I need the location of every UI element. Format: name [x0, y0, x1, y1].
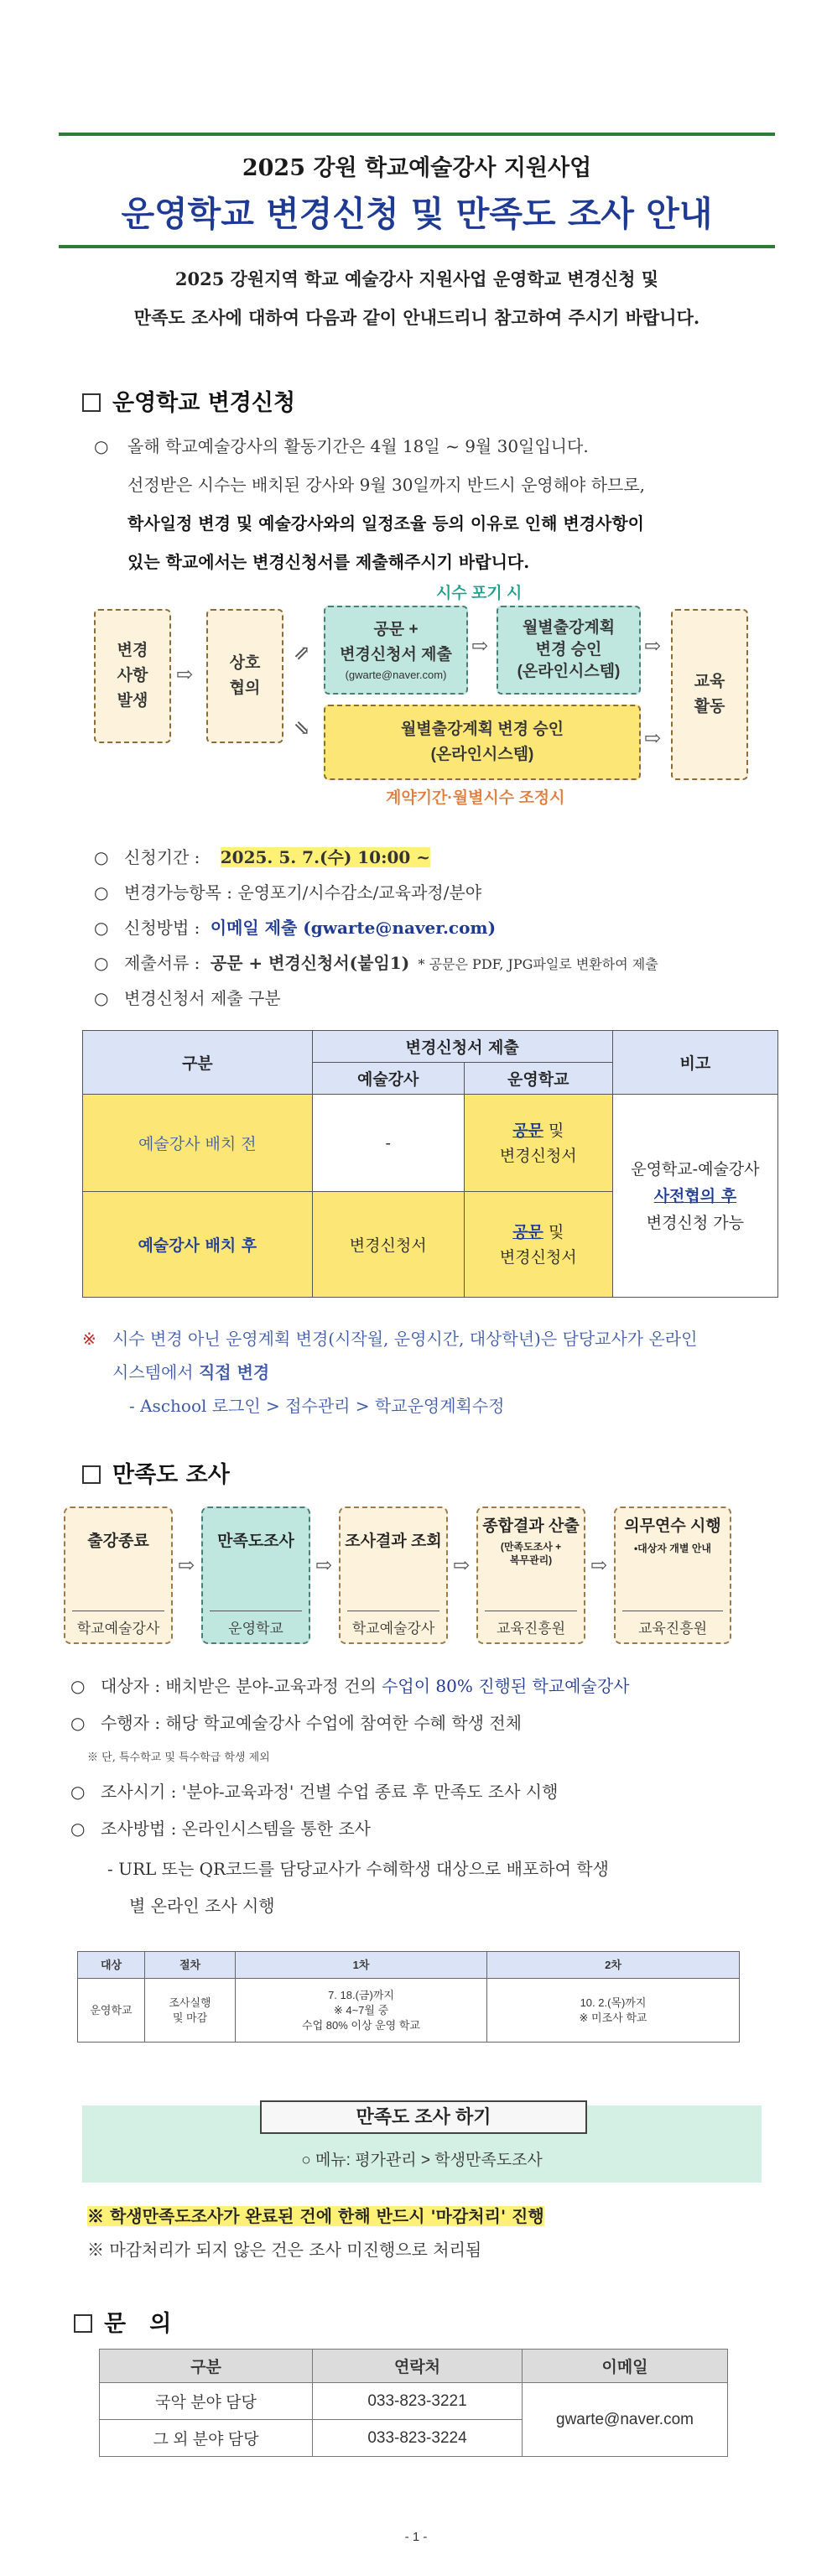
flow-monthly-line-3: (온라인시스템) — [517, 663, 621, 680]
method-label: 신청방법 : — [124, 918, 200, 938]
section-heading-survey — [82, 1456, 230, 1489]
round-1-condition: 수업 80% 이상 운영 학교 — [302, 2018, 420, 2032]
bullet-target — [70, 1673, 629, 1697]
cell-round-1 — [236, 1979, 487, 2043]
checkbox-square-icon — [74, 2314, 92, 2333]
bullet-change-items — [94, 879, 481, 903]
intro-line-2: 만족도 조사에 대하여 다음과 같이 안내드리니 참고하여 주시기 바랍니다. — [133, 307, 700, 328]
notice-direct-change: 직접 변경 — [198, 1362, 270, 1382]
th-round-1: 1차 — [236, 1952, 487, 1979]
step-owner: 학교예술강사 — [72, 1611, 164, 1637]
official-doc-text: 공문 — [512, 1121, 543, 1140]
section1-paragraph — [94, 429, 782, 579]
flow-box-monthly-change-approval — [324, 705, 641, 780]
step-line-1: 조사실행 — [169, 1996, 211, 2009]
step-title: 조사결과 조회 — [345, 1533, 442, 1550]
row-after-label: 예술강사 배치 후 — [83, 1192, 313, 1298]
th-note: 비고 — [612, 1031, 777, 1095]
bullet-circle-icon: ○ — [70, 1782, 86, 1802]
reference-mark-icon: ※ — [82, 1329, 96, 1349]
arrow-right-icon: ⇨ — [644, 726, 662, 750]
survey-menu-path: ○ 메뉴: 평가관리 > 학생만족도조사 — [301, 2152, 543, 2169]
survey-step-1 — [64, 1507, 173, 1644]
bullet-timing — [70, 1778, 558, 1803]
round-1-note: ※ 4~7월 중 — [333, 2003, 389, 2017]
bullet-apply-method — [94, 914, 496, 939]
th-school: 운영학교 — [464, 1063, 612, 1095]
flow-box-change-occurs: 변경 사항 발생 — [94, 609, 171, 743]
bullet-circle-icon: ○ — [94, 988, 109, 1008]
row-after-artist: 변경신청서 — [312, 1192, 464, 1298]
step-title: 종합결과 산출 — [482, 1517, 580, 1535]
arrow-right-icon: ⇨ — [176, 663, 194, 686]
flow-doc-email: (gwarte@naver.com) — [345, 669, 447, 681]
contact-row-2-div: 그 외 분야 담당 — [100, 2420, 313, 2457]
row-note — [612, 1095, 777, 1298]
change-form-text: 변경신청서 — [499, 1247, 577, 1267]
page-title: 운영학교 변경신청 및 만족도 조사 안내 — [121, 194, 713, 234]
bullet-circle-icon: ○ — [94, 918, 109, 938]
step-line-2: 및 마감 — [172, 2011, 208, 2024]
method-text: 조사방법 : 온라인시스템을 통한 조사 — [101, 1819, 371, 1839]
notice-line-1: 시수 변경 아닌 운영계획 변경(시작월, 운영시간, 대상학년)은 담당교사가 온라인 — [112, 1329, 698, 1349]
method-sub-line-2: 별 온라인 조사 시행 — [129, 1896, 275, 1916]
row-before-label: 예술강사 배치 전 — [83, 1095, 313, 1192]
section-heading-change — [82, 384, 295, 417]
section-heading-text: 문 의 — [104, 2311, 172, 2337]
row-before-school — [464, 1095, 612, 1192]
flow-box-monthly-approval — [497, 606, 641, 695]
docs-value: 공문 + 변경신청서(붙임1) — [210, 953, 410, 973]
bullet-submit-docs — [94, 950, 658, 974]
round-1-date: 7. 18.(금)까지 — [328, 1988, 394, 2001]
flow-doc-line-1: 공문 + — [373, 621, 419, 638]
para-line-4: 있는 학교에서는 변경신청서를 제출해주시기 바랍니다. — [127, 552, 530, 572]
note-line-3: 변경신청 가능 — [646, 1213, 744, 1232]
intro-line-1: 2025 강원지역 학교 예술강사 지원사업 운영학교 변경신청 및 — [174, 268, 659, 289]
para-line-2: 선정받은 시수는 배치된 강사와 9월 30일까지 반드시 운영해야 하므로, — [127, 475, 646, 495]
step-owner: 학교예술강사 — [347, 1611, 439, 1637]
contact-row-1-phone: 033-823-3221 — [313, 2383, 523, 2420]
flow-monthly-line-2: 변경 승인 — [535, 641, 602, 658]
bullet-circle-icon: ○ — [70, 1819, 86, 1839]
th-target: 대상 — [78, 1952, 145, 1979]
step-title: 의무연수 시행 — [624, 1517, 721, 1535]
th-submit: 변경신청서 제출 — [312, 1031, 612, 1063]
docs-label: 제출서류 : — [124, 953, 200, 973]
header-bottom-rule — [59, 245, 775, 248]
bullet-circle-icon: ○ — [70, 1713, 86, 1733]
change-division-table — [82, 1030, 778, 1298]
survey-step-3 — [339, 1507, 448, 1644]
change-form-text: 변경신청서 — [499, 1146, 577, 1165]
notice-deadline-text: ※ 학생만족도조사가 완료된 건에 한해 반드시 '마감처리' 진행 — [87, 2206, 544, 2226]
th-division: 구분 — [83, 1031, 313, 1095]
note-line-1: 운영학교-예술강사 — [631, 1159, 760, 1179]
round-2-note: ※ 미조사 학교 — [579, 2011, 647, 2024]
bullet-circle-icon: ○ — [94, 953, 109, 973]
step-title: 만족도조사 — [217, 1533, 294, 1550]
step-note: (만족도조사 + 복무관리) — [500, 1541, 562, 1566]
step-owner: 운영학교 — [210, 1611, 302, 1637]
cell-round-2 — [487, 1979, 740, 2043]
bullet-circle-icon: ○ — [94, 882, 109, 903]
division-label: 변경신청서 제출 구분 — [124, 988, 281, 1008]
section-heading-text: 운영학교 변경신청 — [112, 390, 296, 416]
bullet-circle-icon: ○ — [94, 847, 109, 867]
th-step: 절차 — [145, 1952, 236, 1979]
checkbox-square-icon — [82, 393, 101, 412]
page-number: - 1 - — [404, 2530, 428, 2544]
flow-box-activity: 교육 활동 — [671, 609, 748, 780]
page-subtitle: 2025 강원 학교예술강사 지원사업 — [242, 155, 592, 181]
intro-text — [59, 260, 775, 337]
th-contact-phone: 연락처 — [313, 2350, 523, 2383]
contact-email: gwarte@naver.com — [523, 2383, 728, 2457]
notice-plan-change — [82, 1322, 697, 1423]
bullet-circle-icon: ○ — [70, 1676, 86, 1696]
flow-box-consult: 상호 협의 — [206, 609, 283, 743]
survey-notice-1 — [87, 2203, 544, 2227]
contact-row-2-phone: 033-823-3224 — [313, 2420, 523, 2457]
cell-step — [145, 1979, 236, 2043]
row-before-artist: - — [312, 1095, 464, 1192]
and-text: 및 — [543, 1222, 564, 1241]
survey-step-2 — [201, 1507, 310, 1644]
survey-notice-2: ※ 마감처리가 되지 않은 건은 조사 미진행으로 처리됨 — [87, 2240, 482, 2260]
section-heading-contact — [74, 2305, 171, 2338]
performer-note: ※ 단, 특수학교 및 특수학급 학생 제외 — [87, 1751, 270, 1764]
bullet-circle-icon: ○ — [94, 436, 109, 456]
flow-label-contract: 계약기간·월별시수 조정시 — [386, 789, 565, 807]
step-title: 출강종료 — [87, 1533, 149, 1550]
th-contact-div: 구분 — [100, 2350, 313, 2383]
cell-target: 운영학교 — [78, 1979, 145, 2043]
notice-line-3: - Aschool 로그인 > 접수관리 > 학교운영계획수정 — [129, 1396, 505, 1416]
note-line-2: 사전협의 후 — [653, 1186, 737, 1205]
header-top-rule — [59, 133, 775, 136]
period-label: 신청기간 : — [124, 847, 200, 867]
flow-monthly-line-1: 월별출강계획 — [522, 619, 616, 637]
survey-step-4 — [476, 1507, 585, 1644]
survey-step-5 — [614, 1507, 731, 1644]
flow-box-submit-docs — [324, 606, 468, 695]
official-doc-text: 공문 — [512, 1222, 543, 1241]
flow-doc-line-2: 변경신청서 제출 — [340, 646, 452, 664]
arrow-right-icon: ⇨ — [590, 1553, 608, 1577]
flow-monthly-change-line-1: 월별출강계획 변경 승인 — [400, 721, 564, 738]
arrow-right-icon: ⇨ — [453, 1553, 471, 1577]
bullet-performer — [70, 1710, 522, 1734]
contact-row-1-div: 국악 분야 담당 — [100, 2383, 313, 2420]
arrow-right-icon: ⇨ — [644, 634, 662, 658]
survey-start-button[interactable]: 만족도 조사 하기 — [260, 2100, 587, 2134]
method-value: 이메일 제출 (gwarte@naver.com) — [210, 918, 497, 938]
target-value: 수업이 80% 진행된 학교예술강사 — [382, 1676, 630, 1696]
th-artist: 예술강사 — [312, 1063, 464, 1095]
contact-table — [99, 2349, 728, 2457]
arrow-right-icon: ⇨ — [178, 1553, 195, 1577]
arrow-right-icon: ⇨ — [315, 1553, 333, 1577]
step-owner: 교육진흥원 — [622, 1611, 723, 1637]
flow-monthly-change-line-2: (온라인시스템) — [430, 746, 534, 763]
step-owner: 교육진흥원 — [485, 1611, 577, 1637]
arrow-right-icon: ⇨ — [471, 634, 489, 658]
bullet-apply-period — [94, 844, 430, 868]
docs-note: * 공문은 PDF, JPG파일로 변환하여 제출 — [418, 956, 658, 972]
bullet-method — [70, 1815, 371, 1840]
performer-text: 수행자 : 해당 학교예술강사 수업에 참여한 수혜 학생 전체 — [101, 1713, 522, 1733]
survey-schedule-table — [77, 1951, 740, 2043]
bullet-division — [94, 985, 281, 1009]
para-line-3: 학사일정 변경 및 예술강사와의 일정조율 등의 이유로 인해 변경사항이 — [127, 513, 644, 533]
arrow-down-right-icon: ⇘ — [294, 716, 311, 740]
round-2-date: 10. 2.(목)까지 — [580, 1996, 647, 2009]
period-value: 2025. 5. 7.(수) 10:00 ~ — [220, 847, 431, 867]
row-after-school — [464, 1192, 612, 1298]
method-sub — [107, 1850, 609, 1924]
step-note: •대상자 개별 안내 — [633, 1543, 711, 1554]
th-contact-email: 이메일 — [523, 2350, 728, 2383]
section-heading-text: 만족도 조사 — [112, 1462, 230, 1488]
para-line-1: 올해 학교예술강사의 활동기간은 4월 18일 ~ 9월 30일입니다. — [127, 436, 589, 456]
method-sub-line-1: - URL 또는 QR코드를 담당교사가 수혜학생 대상으로 배포하여 학생 — [107, 1859, 609, 1879]
target-label: 대상자 : 배치받은 분야-교육과정 건의 — [101, 1676, 382, 1696]
flow-label-abandon: 시수 포기 시 — [436, 585, 523, 602]
notice-line-2: 시스템에서 — [112, 1362, 199, 1382]
th-round-2: 2차 — [487, 1952, 740, 1979]
and-text: 및 — [543, 1121, 564, 1140]
arrow-up-right-icon: ⇗ — [294, 641, 311, 664]
items-label: 변경가능항목 : 운영포기/시수감소/교육과정/분야 — [124, 882, 482, 903]
timing-text: 조사시기 : '분야-교육과정' 건별 수업 종료 후 만족도 조사 시행 — [101, 1782, 559, 1802]
checkbox-square-icon — [82, 1465, 101, 1484]
